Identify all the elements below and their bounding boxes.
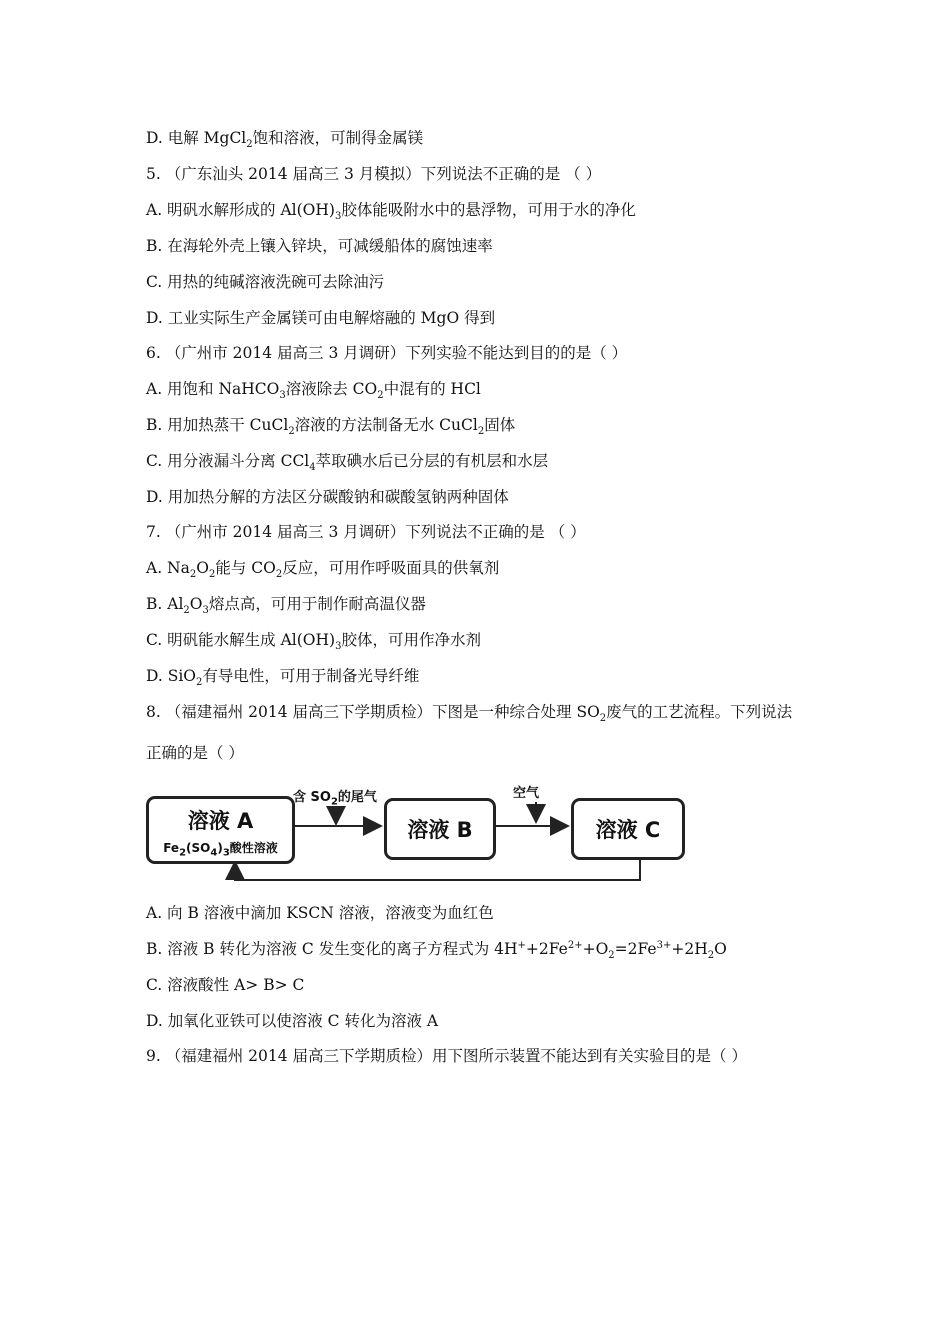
text-q6c-a: C. 用分液漏斗分离 CCl <box>146 452 310 470</box>
text-q7a-b: 2 <box>189 569 197 581</box>
question-5-option-c <box>146 272 384 292</box>
solution-a-title: 溶液 A <box>187 808 254 833</box>
text-q8a: A. 向 B 溶液中滴加 KSCN 溶液，溶液变为血红色 <box>146 904 494 922</box>
text-q7b-c: O <box>189 595 203 613</box>
text-q7d-a: D. SiO <box>146 667 197 685</box>
text-q5: 5. （广东汕头 2014 届高三 3 月模拟）下列说法不正确的是 （ ） <box>146 165 602 183</box>
solution-a-subtitle: $Fe_2(SO_4)_3$酸性溶液 <box>163 840 278 858</box>
question-7-stem <box>146 522 586 542</box>
text-q5c: C. 用热的纯碱溶液洗碗可去除油污 <box>146 273 385 291</box>
process-flow-diagram <box>143 778 703 884</box>
text-q7b-a: B. Al <box>146 595 184 613</box>
text-q8b-e: +O <box>582 940 609 958</box>
text-q6a-d: 2 <box>377 390 384 402</box>
text-q8-2: 正确的是（ ） <box>146 744 244 762</box>
text-q5a-a: A. 明矾水解形成的 Al(OH) <box>146 201 335 219</box>
question-6-option-b <box>146 415 516 438</box>
text-q8-1a: 8. （福建福州 2014 届高三下学期质检）下图是一种综合处理 SO <box>146 703 600 721</box>
question-9-stem <box>146 1046 747 1066</box>
question-5-option-d <box>146 308 495 328</box>
text-q6: 6. （广州市 2014 届高三 3 月调研）下列实验不能达到目的的是（ ） <box>146 344 628 362</box>
question-7-option-a <box>146 558 500 581</box>
question-8-option-a <box>146 903 494 923</box>
text-q7a-e: 能与 CO <box>215 559 276 577</box>
text-q7b-d: 3 <box>202 605 209 617</box>
solution-c-box <box>571 798 685 860</box>
text-q6b-d: 2 <box>477 426 485 438</box>
text-q6b-a: B. 用加热蒸干 CuCl <box>146 416 289 434</box>
question-8-option-d <box>146 1011 438 1031</box>
text-q5a-c: 胶体能吸附水中的悬浮物，可用于水的净化 <box>341 201 636 219</box>
question-7-option-c <box>146 630 481 653</box>
text-q6a-a: A. 用饱和 NaHCO <box>146 380 280 398</box>
text-q7a-c: O <box>196 559 209 577</box>
text-q7: 7. （广州市 2014 届高三 3 月调研）下列说法不正确的是 （ ） <box>146 523 586 541</box>
text-q6b-b: 2 <box>288 426 295 438</box>
text-q8b-j: 2 <box>707 950 715 962</box>
question-8-stem-cont <box>146 743 244 763</box>
text-q5a-b: 3 <box>334 211 342 223</box>
question-4-option-d <box>146 128 424 151</box>
text-q5d: D. 工业实际生产金属镁可由电解熔融的 MgO 得到 <box>146 309 496 327</box>
question-7-option-b <box>146 594 426 617</box>
text-q4d-b: 2 <box>246 139 253 151</box>
text-q6a-c: 溶液除去 CO <box>285 380 378 398</box>
question-6-option-a <box>146 379 481 402</box>
text-q7a-f: 2 <box>275 569 283 581</box>
question-8-option-b <box>146 939 727 962</box>
text-q8-1b: 2 <box>599 713 607 725</box>
question-6-option-d <box>146 487 509 507</box>
text-q6d: D. 用加热分解的方法区分碳酸钠和碳酸氢钠两种固体 <box>146 488 509 506</box>
text-q6c-c: 萃取碘水后已分层的有机层和水层 <box>315 452 549 470</box>
text-q7a-g: 反应，可用作呼吸面具的供氧剂 <box>282 559 500 577</box>
text-q8b-i: +2H <box>671 940 708 958</box>
text-q5b: B. 在海轮外壳上镶入锌块，可减缓船体的腐蚀速率 <box>146 237 493 255</box>
text-q8b-a: B. 溶液 B 转化为溶液 C 发生变化的离子方程式为 4H <box>146 940 518 958</box>
text-q7c-c: 胶体，可用作净水剂 <box>341 631 481 649</box>
text-q8b-c: +2Fe <box>525 940 568 958</box>
text-q6b-e: 固体 <box>484 416 516 434</box>
question-6-option-c <box>146 451 549 474</box>
text-q8b-g: =2Fe <box>614 940 657 958</box>
text-q8d: D. 加氧化亚铁可以使溶液 C 转化为溶液 A <box>146 1012 439 1030</box>
text-q7d-b: 2 <box>196 677 203 689</box>
solution-a-box <box>146 796 295 864</box>
text-q7c-b: 3 <box>335 641 342 653</box>
text-q6a-b: 3 <box>279 390 286 402</box>
air-label: 空气 <box>513 786 540 801</box>
solution-c-title: 溶液 C <box>595 818 661 842</box>
question-6-stem <box>146 343 627 363</box>
text-q8b-d: 2+ <box>567 939 583 951</box>
question-5-stem <box>146 164 601 184</box>
text-q6b-c: 溶液的方法制备无水 CuCl <box>294 416 478 434</box>
question-8-stem <box>146 702 793 725</box>
text-q4d-c: 饱和溶液，可制得金属镁 <box>252 129 424 147</box>
text-q7c-a: C. 明矾能水解生成 Al(OH) <box>146 631 336 649</box>
text-q8b-h: 3+ <box>656 939 672 951</box>
text-q8b-f: 2 <box>608 950 615 962</box>
text-q9: 9. （福建福州 2014 届高三下学期质检）用下图所示装置不能达到有关实验目的是（ ） <box>146 1047 747 1065</box>
text-q4d-a: D. 电解 MgCl <box>146 129 247 147</box>
text-q7b-b: 2 <box>183 605 190 617</box>
text-q8c: C. 溶液酸性 A> B> C <box>146 976 305 994</box>
text-q8-1c: 废气的工艺流程。下列说法 <box>606 703 793 721</box>
text-q7a-a: A. Na <box>146 559 190 577</box>
tail-gas-label: 含 $SO_2$的尾气 <box>293 790 377 808</box>
text-q7a-d: 2 <box>208 569 216 581</box>
solution-b-box <box>384 798 496 860</box>
text-q6c-b: 4 <box>309 462 316 474</box>
text-q8b-k: O <box>714 940 727 958</box>
question-7-option-d <box>146 666 420 689</box>
solution-b-title: 溶液 B <box>407 818 473 842</box>
text-q6a-e: 中混有的 HCl <box>383 380 481 398</box>
question-5-option-a <box>146 200 636 223</box>
text-q8b-b: + <box>517 939 526 951</box>
text-q7b-e: 熔点高，可用于制作耐高温仪器 <box>208 595 426 613</box>
arrow-c-to-a-return <box>235 860 640 880</box>
text-q7d-c: 有导电性，可用于制备光导纤维 <box>202 667 420 685</box>
question-8-option-c <box>146 975 304 995</box>
question-5-option-b <box>146 236 493 256</box>
